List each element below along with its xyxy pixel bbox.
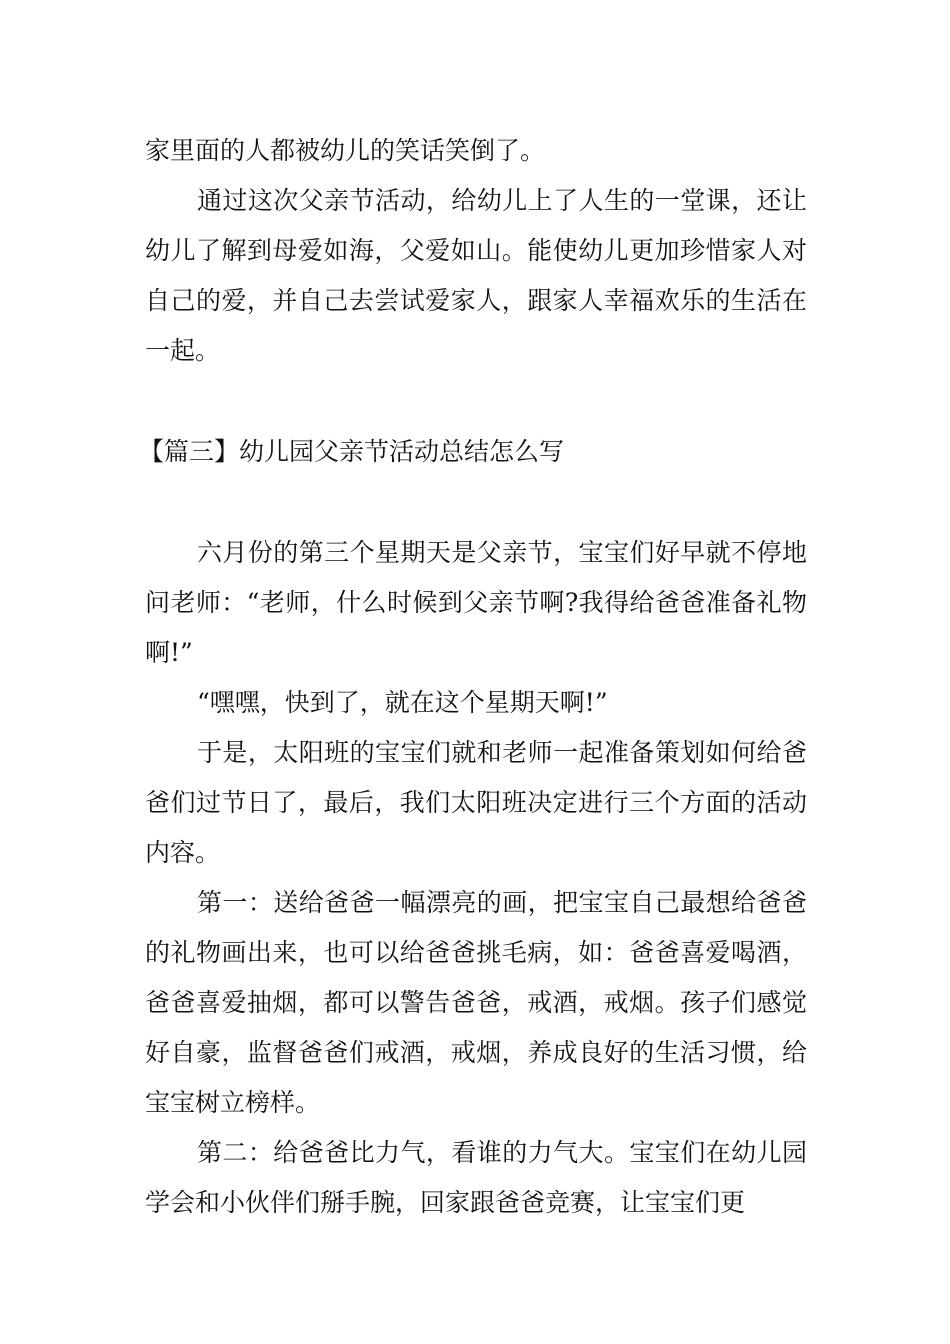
paragraph-intro: 六月份的第三个星期天是父亲节，宝宝们好早就不停地问老师：“老师，什么时候到父亲节啊?我得给爸爸准备礼物啊!”	[145, 538, 807, 667]
paragraph-quote: “嘿嘿，快到了，就在这个星期天啊!”	[197, 688, 608, 717]
paragraph-activity-two: 第二：给爸爸比力气，看谁的力气大。宝宝们在幼儿园学会和小伙伴们掰手腕，回家跟爸爸竞赛，让宝宝们更	[145, 1138, 807, 1217]
paragraph-activity-one: 第一：送给爸爸一幅漂亮的画，把宝宝自己最想给爸爸的礼物画出来，也可以给爸爸挑毛病，如：爸爸喜爱喝酒，爸爸喜爱抽烟，都可以警告爸爸，戒酒，戒烟。孩子们感觉好自豪，监督爸爸们戒酒，戒烟，养成良好的生活习惯，给宝宝树立榜样。	[145, 888, 807, 1117]
paragraph-plan: 于是，太阳班的宝宝们就和老师一起准备策划如何给爸爸们过节日了，最后，我们太阳班决定进行三个方面的活动内容。	[145, 738, 807, 867]
document-body	[139, 126, 807, 1228]
section-heading: 【篇三】幼儿园父亲节活动总结怎么写	[139, 437, 565, 466]
paragraph-summary: 通过这次父亲节活动，给幼儿上了人生的一堂课，还让幼儿了解到母爱如海，父爱如山。能使幼儿更加珍惜家人对自己的爱，并自己去尝试爱家人，跟家人幸福欢乐的生活在一起。	[145, 186, 807, 365]
paragraph-continuation: 家里面的人都被幼儿的笑话笑倒了。	[145, 136, 546, 165]
